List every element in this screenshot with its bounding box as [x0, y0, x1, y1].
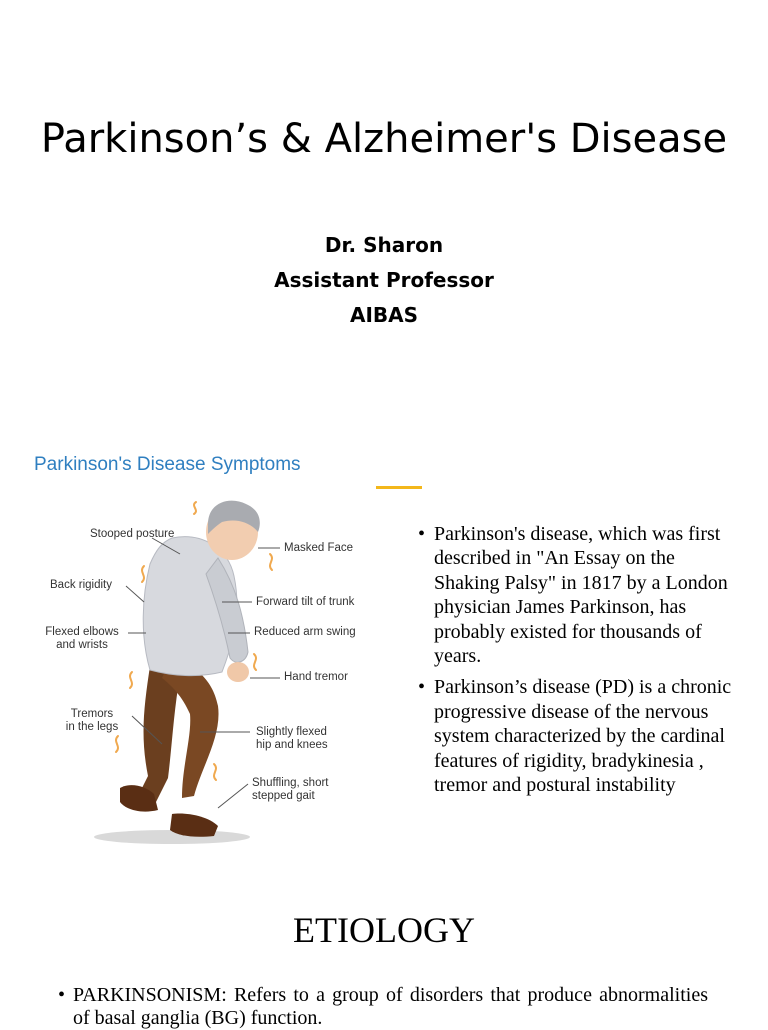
label-flexed-elbows: [38, 626, 126, 652]
figure-title: Parkinson's Disease Symptoms: [34, 454, 301, 475]
bullet-item-definition: • Parkinson’s disease (PD) is a chronic progressive disease of the nervous system characterized by the cardinal features of rigidity, bradykinesia , tremor and postural instability: [418, 675, 734, 797]
etiology-bullet-list: [58, 984, 708, 1030]
author-name: Dr. Sharon: [324, 233, 444, 257]
label-reduced-arm-swing: Reduced arm swing: [254, 626, 356, 638]
parkinsons-symptoms-figure: [22, 446, 414, 858]
label-back-rigidity: Back rigidity: [50, 579, 112, 591]
label-tremors-legs-line2: in the legs: [65, 721, 119, 733]
intro-bullet-list: [418, 522, 734, 804]
front-shoe: [170, 814, 218, 837]
label-hand-tremor: Hand tremor: [284, 671, 348, 683]
etiology-item-parkinsonism: • PARKINSONISM: Refers to a group of disorders that produce abnormalities of basal ganglia (BG) function.: [58, 984, 708, 1030]
label-flexed-elbows-line1: Flexed elbows: [45, 626, 119, 638]
author-institution: AIBAS: [349, 303, 419, 327]
author-position: Assistant Professor: [274, 268, 494, 292]
hand: [227, 662, 249, 682]
bullet-item-history: • Parkinson's disease, which was first described in "An Essay on the Shaking Palsy" in 1817 by a London physician James Parkinson, has probably existed for thousands of years.: [418, 522, 734, 668]
floor-shadow: [94, 830, 250, 844]
label-masked-face: Masked Face: [284, 542, 354, 554]
label-shuffling-gait-line2: stepped gait: [252, 790, 315, 802]
label-flexed-hip-line2: hip and knees: [256, 739, 328, 751]
label-shuffling-gait-line1: Shuffling, short: [252, 777, 329, 789]
label-flexed-hip-line1: Slightly flexed: [256, 726, 327, 738]
label-tremors-legs-line1: Tremors: [70, 708, 114, 720]
label-shuffling-gait: [252, 777, 329, 803]
slide-title: Parkinson’s & Alzheimer's Disease: [40, 116, 728, 162]
label-tremors-legs: [52, 708, 132, 734]
label-stooped-posture: Stooped posture: [90, 528, 175, 540]
etiology-heading: ETIOLOGY: [293, 910, 475, 950]
author-block: [0, 228, 768, 333]
label-forward-tilt: Forward tilt of trunk: [256, 596, 355, 608]
label-flexed-hip: [256, 726, 328, 752]
stooped-man-illustration: [22, 446, 414, 858]
label-flexed-elbows-line2: and wrists: [56, 639, 108, 651]
